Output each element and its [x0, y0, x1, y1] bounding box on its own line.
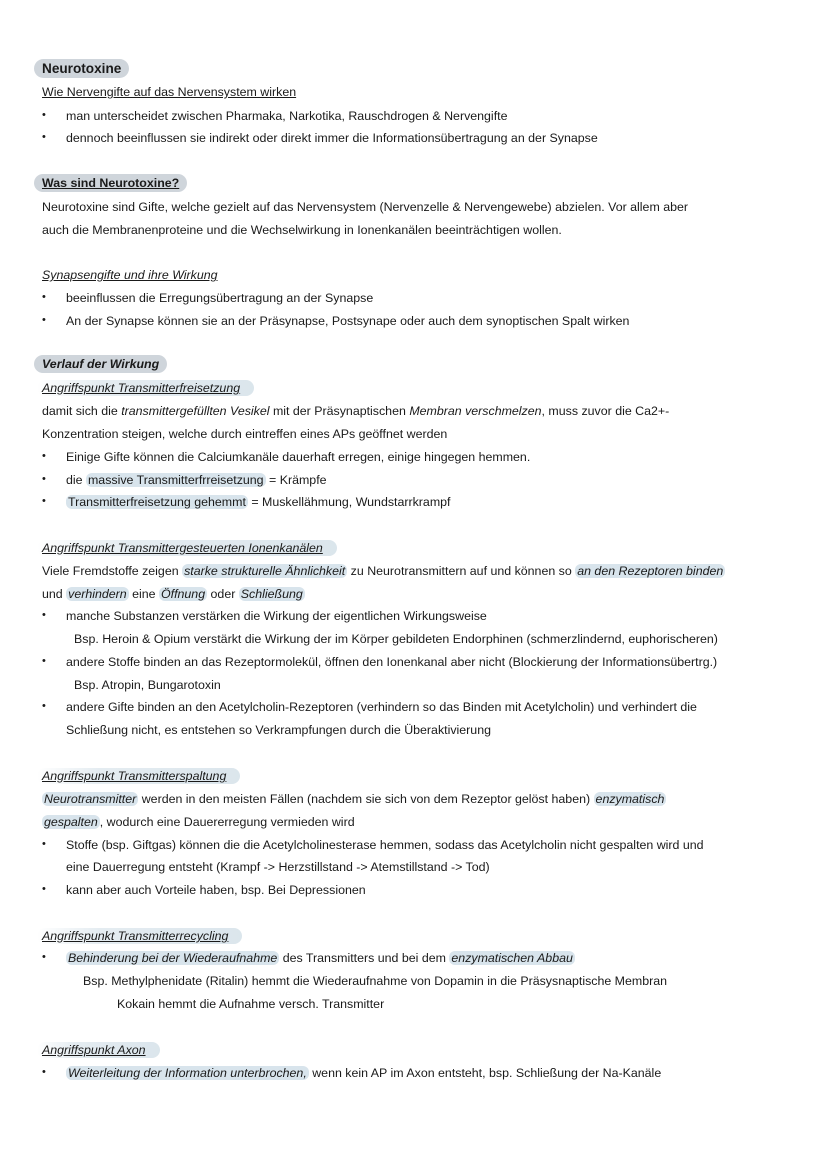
paragraph-line: Viele Fremdstoffe zeigen starke strukturelle Ähnlichkeit zu Neurotransmittern auf und können so an den Rezeptoren binden	[42, 564, 724, 578]
example-line: Kokain hemmt die Aufnahme versch. Transmitter	[117, 997, 385, 1011]
bullet-icon: •	[42, 473, 46, 485]
paragraph-line: und verhindern eine Öffnung oder Schließung	[42, 587, 303, 601]
subsection-heading: Angriffspunkt Transmitterfreisetzung	[37, 380, 254, 396]
paragraph-line: Neurotransmitter werden in den meisten Fällen (nachdem sie sich von dem Rezeptor gelöst haben) enzymatisch	[44, 792, 665, 806]
example-line: Bsp. Methylphenidate (Ritalin) hemmt die Wiederaufnahme von Dopamin in die Präsysnaptische Membran	[83, 974, 668, 988]
bullet-icon: •	[42, 495, 46, 507]
section-heading: Synapsengifte und ihre Wirkung	[42, 268, 218, 282]
subsection-heading: Angriffspunkt Transmitterrecycling	[37, 928, 242, 944]
bullet-icon: •	[42, 609, 46, 621]
page-title: Neurotoxine	[34, 59, 129, 78]
section-heading: Verlauf der Wirkung	[34, 355, 167, 373]
paragraph-line: auch die Membranenproteine und die Wechselwirkung in Ionenkanälen beeinträchtigen wollen.	[42, 223, 562, 237]
bullet-icon: •	[42, 1066, 46, 1078]
bullet-icon: •	[42, 655, 46, 667]
paragraph-line: gespalten , wodurch eine Dauererregung vermieden wird	[44, 815, 355, 829]
bullet-icon: •	[42, 883, 46, 895]
document-page: Neurotoxine Wie Nervengifte auf das Nervensystem wirken • man unterscheidet zwischen Pharmaka, Narkotika, Rauschdrogen & Nervengifte • dennoch beeinflussen sie indirekt oder direkt immer die Informationsübertragung an der Synapse Was sind Neurotoxine? Neurotoxine sind Gifte, welche gezielt auf das Nervensystem (Nervenzelle & Nervengewebe) abzielen. Vor allem aber auch die Membranenproteine und die Wechselwirkung in Ionenkanälen beeinträchtigen wollen. Synapsengifte und ihre Wirkung • beeinflussen die Erregungsübertragung an der Synapse • An der Synapse können sie an der Präsynapse, Postsynape oder auch dem synoptischen Spalt wirken Verlauf der Wirkung Angriffspunkt Transmitterfreisetzung damit sich die transmittergefüllten Vesikel mit der Präsynaptischen Membran verschmelzen, muss zuvor die Ca2+- Konzentration steigen, welche durch eintreffen eines APs geöffnet werden • Einige Gifte können die Calciumkanäle dauerhaft erregen, einige hingegen hemmen. • die massive Transmitterfrreisetzung = Krämpfe • Transmitterfreisetzung gehemmt = Muskellähmung, Wundstarrkrampf Angriffspunkt Transmittergesteuerten Ionenkanälen Viele Fremdstoffe zeigen starke strukturelle Ähnlichkeit zu Neurotransmittern auf und können so an den Rezeptoren binden und verhindern eine Öffnung oder Schließung • manche Substanzen verstärken die Wirkung der eigentlichen Wirkungsweise Bsp. Heroin & Opium verstärkt die Wirkung der im Körper gebildeten Endorphinen (schmerzlindernd, euphorischeren) • andere Stoffe binden an das Rezeptormolekül, öffnen den Ionenkanal aber nicht (Blockierung der Informationsübertrg.) Bsp. Atropin, Bungarotoxin • andere Gifte binden an den Acetylcholin-Rezeptoren (verhindern so das Binden mit Acetylcholin) und verhindert die Schließung nicht, es entstehen so Verkrampfungen durch die Überaktivierung Angriffspunkt Transmitterspaltung Neurotransmitter werden in den meisten Fällen (nachdem sie sich von dem Rezeptor gelöst haben) enzymatisch gespalten , wodurch eine Dauererregung vermieden wird • Stoffe (bsp. Giftgas) können die die Acetylcholinesterase hemmen, sodass das Acetylcholin nicht gespalten wird und eine Dauerregung entsteht (Krampf -> Herzstillstand -> Atemstillstand -> Tod) • kann aber auch Vorteile haben, bsp. Bei Depressionen Angriffspunkt Transmitterrecycling • Behinderung bei der Wiederaufnahme des Transmitters und bei dem enzymatischen Abbau Bsp. Methylphenidate (Ritalin) hemmt die Wiederaufnahme von Dopamin in die Präsysnaptische Membran Kokain hemmt die Aufnahme versch. Transmitter Angriffspunkt Axon • Weiterleitung der Information unterbrochen, wenn kein AP im Axon entsteht, bsp. Schließung der Na-Kanäle	[0, 0, 828, 1171]
bullet-icon: •	[42, 450, 46, 462]
bullet-icon: •	[42, 109, 46, 121]
bullet-icon: •	[42, 838, 46, 850]
list-item-continuation: Schließung nicht, es entstehen so Verkrampfungen durch die Überaktivierung	[66, 723, 491, 737]
example-line: Bsp. Heroin & Opium verstärkt die Wirkung der im Körper gebildeten Endorphinen (schmerzlindernd, euphorischeren)	[74, 632, 718, 646]
section-subtitle: Wie Nervengifte auf das Nervensystem wirken	[42, 85, 297, 99]
subsection-heading: Angriffspunkt Transmitterspaltung	[37, 768, 240, 784]
paragraph-line: Konzentration steigen, welche durch eintreffen eines APs geöffnet werden	[42, 427, 448, 441]
section-heading: Was sind Neurotoxine?	[34, 174, 187, 192]
bullet-icon: •	[42, 700, 46, 712]
bullet-icon: •	[42, 314, 46, 326]
paragraph-line: damit sich die transmittergefüllten Vesikel mit der Präsynaptischen Membran verschmelzen, muss zuvor die Ca2+-	[42, 404, 670, 418]
bullet-icon: •	[42, 291, 46, 303]
subsection-heading: Angriffspunkt Transmittergesteuerten Ionenkanälen	[37, 540, 337, 556]
bullet-icon: •	[42, 131, 46, 143]
subsection-heading: Angriffspunkt Axon	[37, 1042, 160, 1058]
list-item-continuation: eine Dauerregung entsteht (Krampf -> Herzstillstand -> Atemstillstand -> Tod)	[66, 860, 490, 874]
example-line: Bsp. Atropin, Bungarotoxin	[74, 678, 221, 692]
paragraph-line: Neurotoxine sind Gifte, welche gezielt auf das Nervensystem (Nervenzelle & Nervengewebe) abzielen. Vor allem aber	[42, 200, 689, 214]
bullet-icon: •	[42, 951, 46, 963]
